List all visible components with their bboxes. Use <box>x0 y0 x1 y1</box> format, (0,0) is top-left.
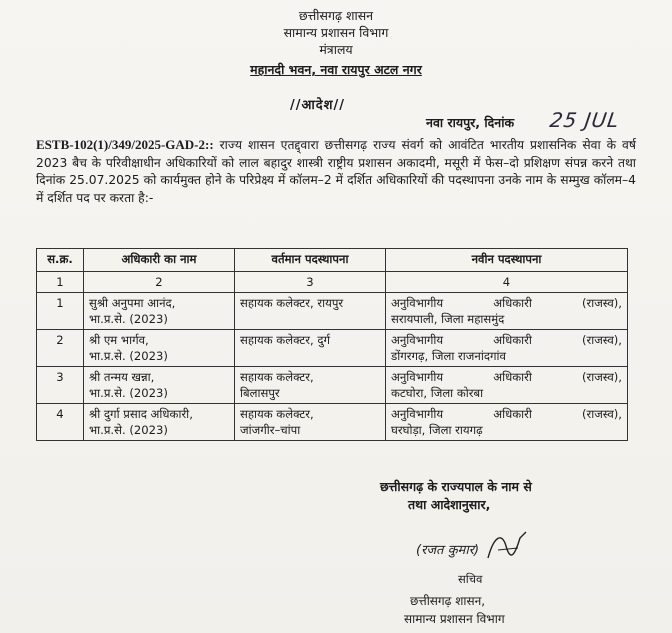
col-header-sno: स.क्र. <box>37 249 84 272</box>
new-designation <box>391 369 622 385</box>
officer-name: सुश्री अनुपमा आनंद, <box>89 296 176 310</box>
new-designation <box>391 332 622 348</box>
new-posting-place: घरघोड़ा, जिला रायगढ़ <box>391 423 483 437</box>
header-department: सामान्य प्रशासन विभाग <box>283 25 389 40</box>
col-number: 2 <box>84 272 235 293</box>
posting-table <box>36 248 628 441</box>
current-posting: सहायक कलेक्टर, <box>240 407 314 421</box>
table-header-row <box>37 249 628 272</box>
new-designation-c: (राजस्व), <box>581 296 622 310</box>
new-designation-c: (राजस्व), <box>581 370 622 384</box>
signatory-name: (रजत कुमार) <box>416 543 480 558</box>
reference-number: ESTB-102(1)/349/2025-GAD-2:: <box>36 137 214 152</box>
new-designation <box>391 406 622 422</box>
col-number: 4 <box>386 272 628 293</box>
row-sno: 4 <box>37 404 84 441</box>
signature-scribble-icon <box>484 528 530 564</box>
table-row <box>37 330 628 367</box>
col-number: 1 <box>37 272 84 293</box>
officer-service: भा.प्र.से. (2023) <box>89 386 168 400</box>
table-row <box>37 367 628 404</box>
officer-name-cell <box>84 293 235 330</box>
order-body-text: राज्य शासन एतद्द्वारा छत्तीसगढ़ राज्य संवर्ग को आवंटित भारतीय प्रशासनिक सेवा के वर्ष 2023 बैच के परिवीक्षाधीन अधिकारियों को लाल बहादुर शास्त्री राष्ट्रीय प्रशासन अकादमी, मसूरी में फेस–दो प्रशिक्षण संपन्न करने तथा दिनांक 25.07.2025 को कार्यमुक्त होने के परिप्रेक्ष्य में कॉलम–2 में दर्शित अधिकारियों की पदस्थापना उनके नाम के सम्मुख कॉलम–4 में दर्शित पद पर करता है:- <box>36 138 636 205</box>
new-posting-cell <box>386 330 628 367</box>
col-header-new: नवीन पदस्थापना <box>386 249 628 272</box>
table-row <box>37 293 628 330</box>
new-designation-c: (राजस्व), <box>581 407 622 421</box>
new-designation-a: अनुविभागीय <box>391 370 444 384</box>
current-posting-cell <box>235 367 386 404</box>
handwritten-date: 25 JUL <box>548 108 622 132</box>
current-posting: सहायक कलेक्टर, दुर्ग <box>240 333 331 347</box>
row-sno: 3 <box>37 367 84 404</box>
place-date-label: नवा रायपुर, दिनांक <box>426 115 515 130</box>
officer-name-cell <box>84 404 235 441</box>
new-posting-cell <box>386 404 628 441</box>
column-number-row <box>37 272 628 293</box>
governor-order-block <box>380 478 532 514</box>
new-posting-cell <box>386 367 628 404</box>
new-designation-a: अनुविभागीय <box>391 333 444 347</box>
officer-name: श्री एम भार्गव, <box>89 333 149 347</box>
col-header-name: अधिकारी का नाम <box>84 249 235 272</box>
current-posting-cell <box>235 404 386 441</box>
footer-govt: छत्तीसगढ़ शासन, <box>410 594 486 608</box>
current-posting-2: बिलासपुर <box>240 386 280 400</box>
new-designation-c: (राजस्व), <box>581 333 622 347</box>
new-posting-place: सरायपाली, जिला महासमुंद <box>391 312 505 326</box>
row-sno: 2 <box>37 330 84 367</box>
current-posting: सहायक कलेक्टर, रायपुर <box>240 296 344 310</box>
new-designation-b: अधिकारी <box>493 296 532 310</box>
table-row <box>37 404 628 441</box>
header-address: महानदी भवन, नवा रायपुर अटल नगर <box>250 62 422 77</box>
new-designation-b: अधिकारी <box>493 333 532 347</box>
current-posting: सहायक कलेक्टर, <box>240 370 314 384</box>
order-title: //आदेश// <box>290 98 346 113</box>
new-designation-b: अधिकारी <box>493 370 532 384</box>
officer-service: भा.प्र.से. (2023) <box>89 349 168 363</box>
footer-department: सामान्य प्रशासन विभाग <box>404 612 505 626</box>
order-line: तथा आदेशानुसार, <box>408 497 491 512</box>
current-posting-cell <box>235 330 386 367</box>
governor-line: छत्तीसगढ़ के राज्यपाल के नाम से <box>380 479 532 494</box>
new-posting-place: डोंगरगढ़, जिला राजनांदगांव <box>391 349 506 363</box>
new-posting-place: कटघोरा, जिला कोरबा <box>391 386 484 400</box>
current-posting-2: जांजगीर–चांपा <box>240 423 301 437</box>
officer-name-cell <box>84 330 235 367</box>
col-header-current: वर्तमान पदस्थापना <box>235 249 386 272</box>
current-posting-cell <box>235 293 386 330</box>
new-designation-a: अनुविभागीय <box>391 296 444 310</box>
order-body <box>36 136 636 207</box>
new-designation <box>391 295 622 311</box>
officer-service: भा.प्र.से. (2023) <box>89 312 168 326</box>
new-designation-b: अधिकारी <box>493 407 532 421</box>
header-govt: छत्तीसगढ़ शासन <box>298 8 374 23</box>
officer-name: श्री दुर्गा प्रसाद अधिकारी, <box>89 407 193 421</box>
new-posting-cell <box>386 293 628 330</box>
officer-name: श्री तन्मय खन्ना, <box>89 370 155 384</box>
officer-service: भा.प्र.से. (2023) <box>89 423 168 437</box>
col-number: 3 <box>235 272 386 293</box>
new-designation-a: अनुविभागीय <box>391 407 444 421</box>
officer-name-cell <box>84 367 235 404</box>
signatory-designation: सचिव <box>458 572 483 586</box>
row-sno: 1 <box>37 293 84 330</box>
header-ministry: मंत्रालय <box>319 42 353 57</box>
